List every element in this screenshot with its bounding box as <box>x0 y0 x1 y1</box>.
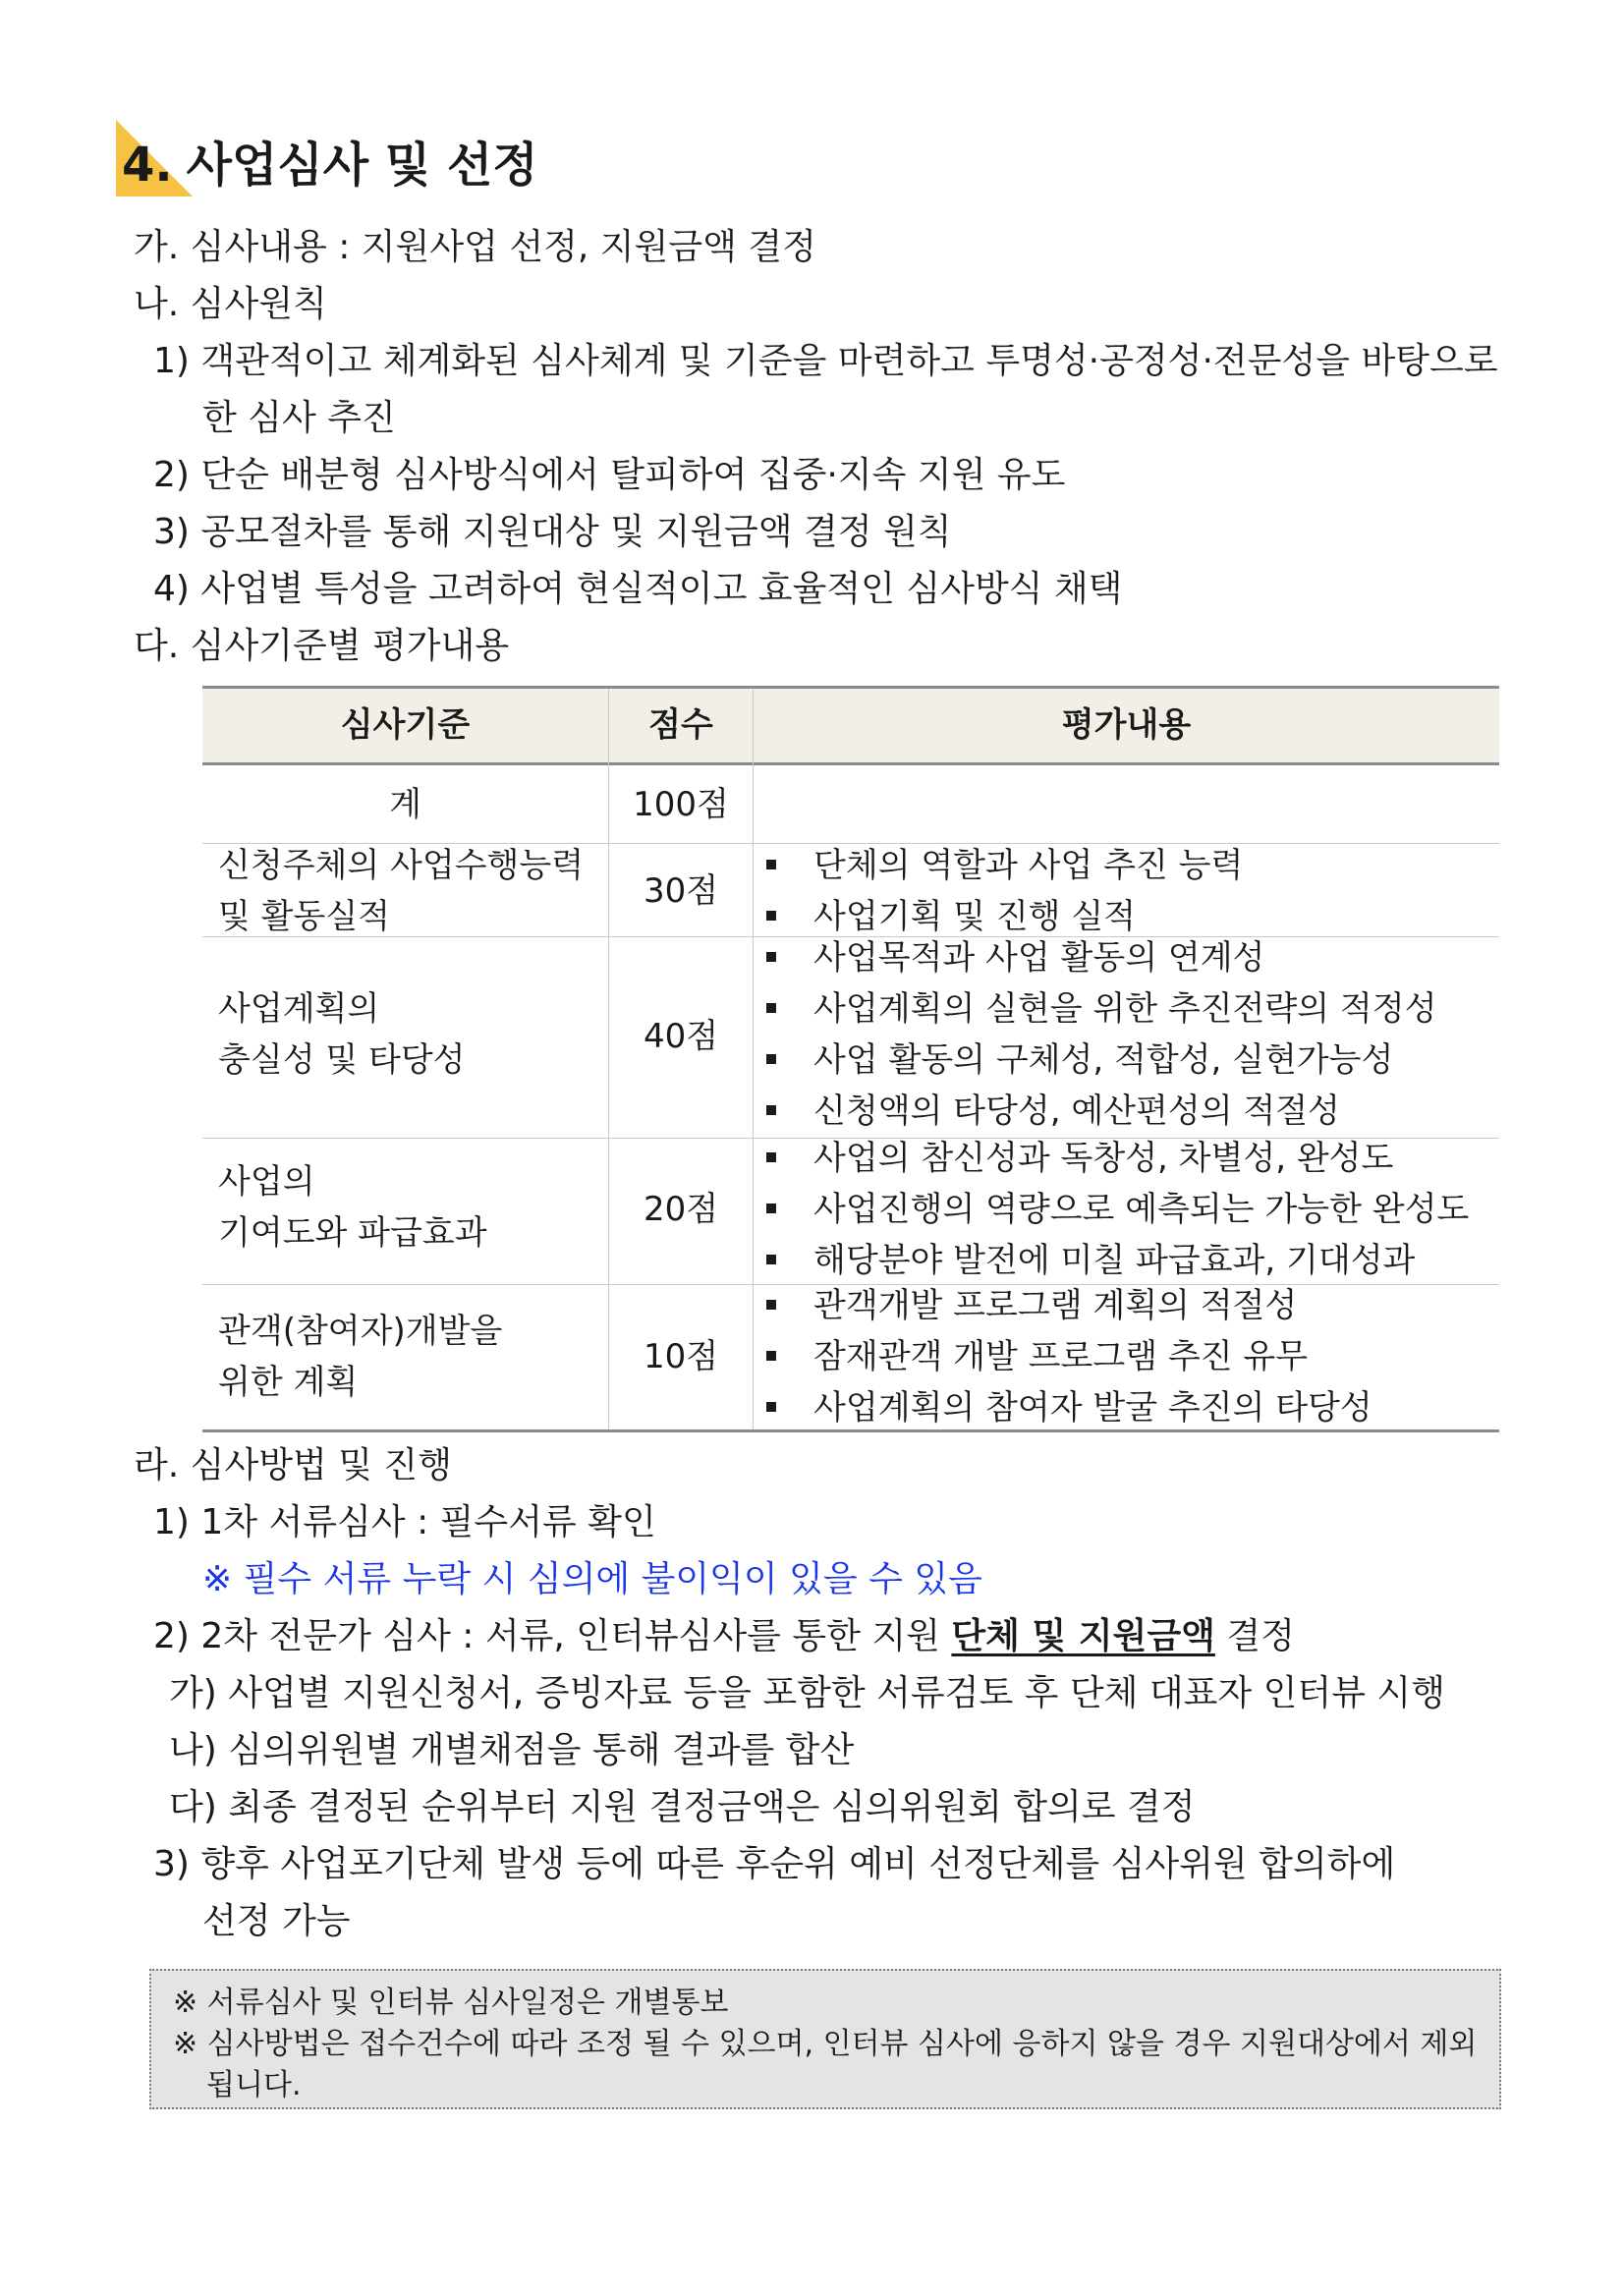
table-column-divider <box>753 689 754 1429</box>
criteria-line: 사업의 <box>218 1162 315 1202</box>
table-header-criteria: 심사기준 <box>340 705 471 745</box>
evaluation-item: 사업계획의 참여자 발굴 추진의 타당성 <box>766 1383 1372 1432</box>
principle-item: 3) 공모절차를 통해 지원대상 및 지원금액 결정 원칙 <box>153 512 952 552</box>
method-step: 3) 향후 사업포기단체 발생 등에 따른 후순위 예비 선정단체를 심사위원 합의하에 <box>153 1844 1396 1884</box>
evaluation-item: 사업 활동의 구체성, 적합성, 실현가능성 <box>766 1036 1393 1085</box>
criteria-score: 30점 <box>643 871 719 911</box>
section-da: 다. 심사기준별 평가내용 <box>134 626 510 666</box>
criteria-line: 관객(참여자)개발을 <box>218 1312 503 1351</box>
bullet-square-icon <box>766 911 776 921</box>
section-ra: 라. 심사방법 및 진행 <box>134 1445 452 1485</box>
section-ga: 가. 심사내용 : 지원사업 선정, 지원금액 결정 <box>134 227 816 267</box>
bullet-square-icon <box>766 1255 776 1264</box>
table-header-score: 점수 <box>648 705 713 745</box>
criteria-score: 40점 <box>643 1017 719 1056</box>
evaluation-item: 사업계획의 실현을 위한 추진전략의 적정성 <box>766 984 1436 1034</box>
bullet-square-icon <box>766 860 776 869</box>
principle-item: 4) 사업별 특성을 고려하여 현실적이고 효율적인 심사방식 채택 <box>153 569 1123 609</box>
evaluation-item: 사업진행의 역량으로 예측되는 가능한 완성도 <box>766 1185 1469 1234</box>
method-substep: 가) 사업별 지원신청서, 증빙자료 등을 포함한 서류검토 후 단체 대표자 인터뷰 시행 <box>169 1673 1445 1713</box>
bullet-square-icon <box>766 1402 776 1412</box>
method-warning-note: ※ 필수 서류 누락 시 심의에 불이익이 있을 수 있음 <box>202 1559 982 1599</box>
table-header-border <box>202 762 1499 765</box>
total-score: 100점 <box>633 785 729 824</box>
criteria-line: 기여도와 파급효과 <box>218 1213 487 1253</box>
bullet-square-icon <box>766 1003 776 1013</box>
evaluation-item: 사업목적과 사업 활동의 연계성 <box>766 933 1264 982</box>
heading-number: 4. <box>122 138 173 193</box>
evaluation-item: 관객개발 프로그램 계획의 적절성 <box>766 1281 1297 1330</box>
bullet-square-icon <box>766 952 776 962</box>
bullet-square-icon <box>766 1152 776 1162</box>
criteria-line: 및 활동실적 <box>218 897 391 936</box>
evaluation-item: 단체의 역할과 사업 추진 능력 <box>766 841 1243 890</box>
criteria-line: 사업계획의 <box>218 989 380 1029</box>
criteria-line: 신청주체의 사업수행능력 <box>218 846 585 885</box>
notice-line: ※ 서류심사 및 인터뷰 심사일정은 개별통보 <box>173 1986 729 2020</box>
method-substep: 다) 최종 결정된 순위부터 지원 결정금액은 심의위원회 합의로 결정 <box>169 1787 1196 1827</box>
section-heading <box>122 134 538 196</box>
evaluation-item: 신청액의 타당성, 예산편성의 적절성 <box>766 1087 1340 1136</box>
total-label: 계 <box>389 785 421 824</box>
table-header-content: 평가내용 <box>1061 705 1192 745</box>
emphasized-text: 단체 및 지원금액 <box>951 1616 1215 1656</box>
criteria-line: 위한 계획 <box>218 1363 359 1402</box>
bullet-square-icon <box>766 1054 776 1064</box>
method-step: 1) 1차 서류심사 : 필수서류 확인 <box>153 1502 656 1542</box>
evaluation-item: 사업기획 및 진행 실적 <box>766 892 1136 941</box>
criteria-line: 충실성 및 타당성 <box>218 1040 466 1080</box>
principle-item: 2) 단순 배분형 심사방식에서 탈피하여 집중·지속 지원 유도 <box>153 455 1066 495</box>
criteria-score: 10점 <box>643 1337 719 1376</box>
criteria-score: 20점 <box>643 1190 719 1229</box>
bullet-square-icon <box>766 1204 776 1213</box>
bullet-square-icon <box>766 1105 776 1115</box>
evaluation-item: 잠재관객 개발 프로그램 추진 유무 <box>766 1332 1308 1381</box>
evaluation-item: 사업의 참신성과 독창성, 차별성, 완성도 <box>766 1134 1393 1183</box>
method-step: 2) 2차 전문가 심사 : 서류, 인터뷰심사를 통한 지원 단체 및 지원금액 결정 <box>153 1616 1295 1656</box>
heading-title: 사업심사 및 선정 <box>186 138 538 193</box>
bullet-square-icon <box>766 1300 776 1310</box>
notice-line: ※ 심사방법은 접수건수에 따라 조정 될 수 있으며, 인터뷰 심사에 응하지 않을 경우 지원대상에서 제외 <box>173 2027 1478 2061</box>
section-na: 나. 심사원칙 <box>134 284 327 324</box>
evaluation-item: 해당분야 발전에 미칠 파급효과, 기대성과 <box>766 1236 1415 1285</box>
method-substep: 나) 심의위원별 개별채점을 통해 결과를 합산 <box>169 1730 855 1770</box>
notice-line: 됩니다. <box>206 2068 302 2102</box>
principle-item: 1) 객관적이고 체계화된 심사체계 및 기준을 마련하고 투명성·공정성·전문성을 바탕으로 <box>153 341 1498 381</box>
principle-item-continued: 한 심사 추진 <box>202 398 396 438</box>
notice-box <box>149 1969 1501 2109</box>
bullet-square-icon <box>766 1351 776 1361</box>
method-step-continued: 선정 가능 <box>202 1901 351 1941</box>
